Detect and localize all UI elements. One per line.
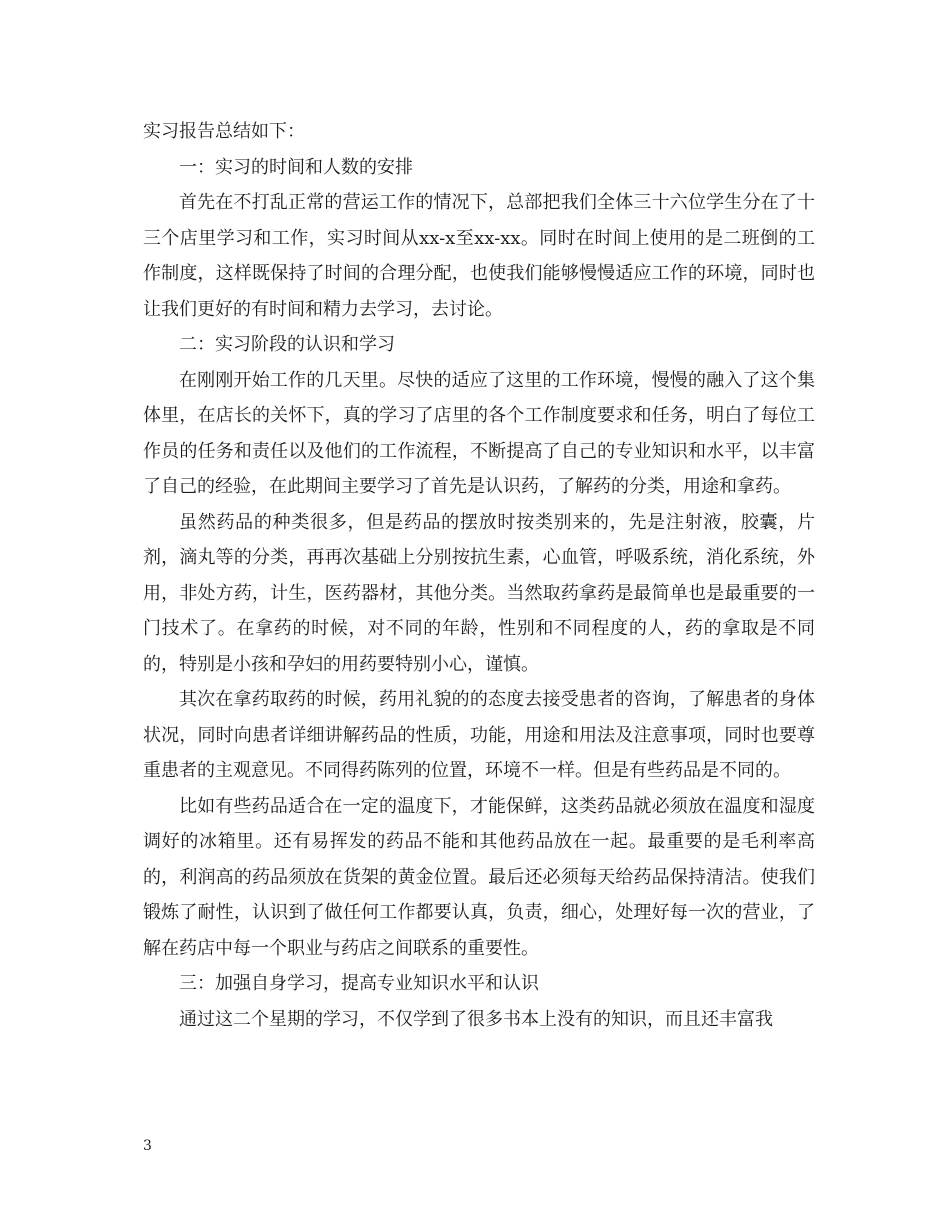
paragraph: 虽然药品的种类很多，但是药品的摆放时按类别来的，先是注射液，胶囊，片剂，滴丸等的分类，再再次基础上分别按抗生素，心血管，呼吸系统，消化系统，外用，非处方药，计生，医药器材，其他分类。当然取药拿药是最简单也是最重要的一门技术了。在拿药的时候，对不同的年龄，性别和不同程度的人，药的拿取是不同的，特别是小孩和孕妇的用药要特别小心，谨慎。 bbox=[143, 511, 815, 675]
paragraph: 通过这二个星期的学习，不仅学到了很多书本上没有的知识，而且还丰富我 bbox=[179, 1008, 773, 1030]
section-heading-3: 三：加强自身学习，提高专业知识水平和认识 bbox=[179, 973, 539, 994]
paragraph: 首先在不打乱正常的营运工作的情况下，总部把我们全体三十六位学生分在了十三个店里学习和工作，实习时间从xx-x至xx-xx。同时在时间上使用的是二班倒的工作制度，这样既保持了时间的合理分配，也使我们能够慢慢适应工作的环境，同时也让我们更好的有时间和精力去学习，去讨论。 bbox=[143, 192, 815, 320]
paragraph: 比如有些药品适合在一定的温度下，才能保鲜，这类药品就必须放在温度和湿度调好的冰箱里。还有易挥发的药品不能和其他药品放在一起。最重要的是毛利率高的，利润高的药品须放在货架的黄金位置。最后还必须每天给药品保持清洁。使我们锻炼了耐性，认识到了做任何工作都要认真，负责，细心，处理好每一次的营业，了解在药店中每一个职业与药店之间联系的重要性。 bbox=[143, 795, 815, 959]
paragraph: 在刚刚开始工作的几天里。尽快的适应了这里的工作环境，慢慢的融入了这个集体里，在店长的关怀下，真的学习了店里的各个工作制度要求和任务，明白了每位工作员的任务和责任以及他们的工作流程，不断提高了自己的专业知识和水平，以丰富了自己的经验，在此期间主要学习了首先是认识药，了解药的分类，用途和拿药。 bbox=[143, 369, 815, 497]
document-body bbox=[143, 114, 815, 1037]
section-heading-1: 一：实习的时间和人数的安排 bbox=[179, 156, 413, 178]
intro-line: 实习报告总结如下： bbox=[143, 121, 305, 142]
page-number: 3 bbox=[143, 1138, 152, 1154]
section-heading-2: 二：实习阶段的认识和学习 bbox=[179, 334, 395, 355]
paragraph: 其次在拿药取药的时候，药用礼貌的的态度去接受患者的咨询，了解患者的身体状况，同时向患者详细讲解药品的性质，功能，用途和用法及注意事项，同时也要尊重患者的主观意见。不同得药陈列的位置，环境不一样。但是有些药品是不同的。 bbox=[143, 689, 815, 781]
